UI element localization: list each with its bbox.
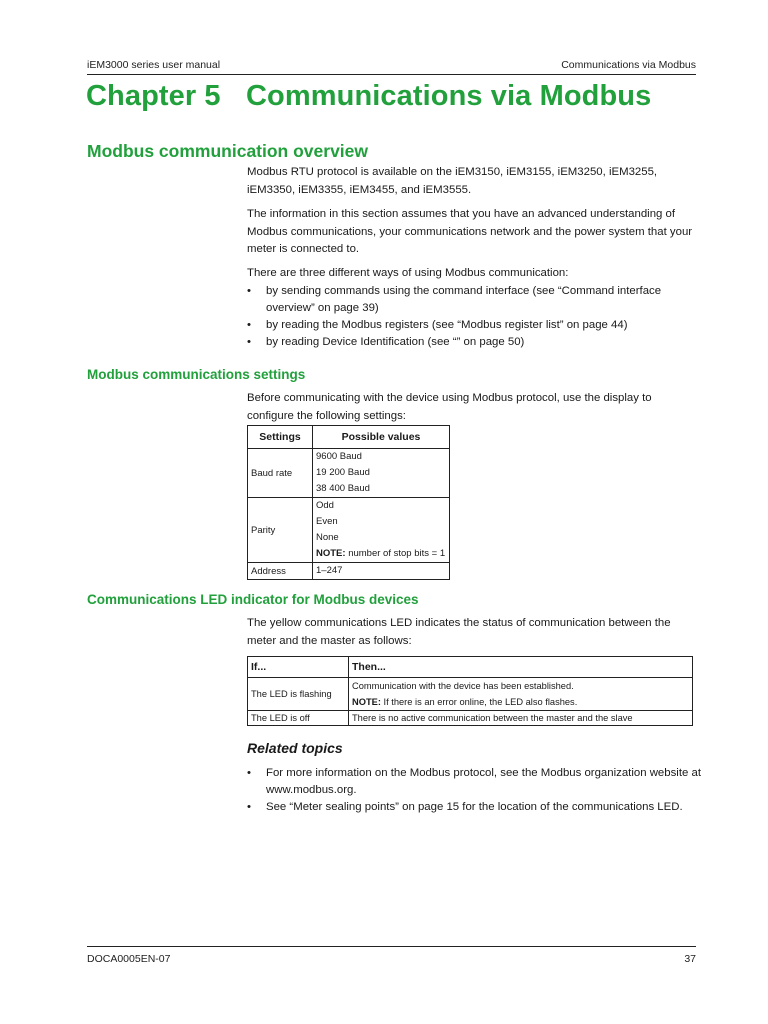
setting-value: Odd [316, 500, 334, 511]
section-heading-led: Communications LED indicator for Modbus devices [87, 592, 419, 607]
overview-para-3: There are three different ways of using Modbus communication: [247, 267, 569, 279]
table-row [248, 711, 693, 726]
setting-value: None [316, 532, 339, 543]
table-row [248, 498, 450, 563]
bullet-dot: • [247, 801, 251, 813]
list-item: • by reading Device Identification (see “” on page 50) [247, 334, 699, 351]
chapter-name: Communications via Modbus [246, 80, 652, 112]
led-table [247, 656, 693, 726]
bullet-dot: • [247, 336, 251, 348]
led-intro: The yellow communications LED indicates the status of communication between the meter and the master as follows: [247, 617, 671, 647]
overview-bullet-list [247, 283, 699, 351]
list-item: • by sending commands using the command interface (see “Command interface overview” on page 39) [247, 285, 662, 314]
chapter-number: Chapter 5 [86, 80, 221, 112]
setting-value: 38 400 Baud [316, 483, 370, 494]
setting-value: 19 200 Baud [316, 467, 370, 478]
led-note: NOTE: If there is an error online, the LED also flashes. [352, 697, 578, 707]
table-header-settings: Settings [248, 426, 313, 449]
settings-table [247, 425, 450, 580]
bullet-dot: • [247, 285, 251, 297]
page-number: 37 [684, 953, 696, 965]
footer-rule [87, 946, 696, 947]
table-header-possible-values: Possible values [313, 426, 450, 449]
settings-intro: Before communicating with the device using Modbus protocol, use the display to configure the following settings: [247, 392, 652, 422]
chapter-title [86, 80, 651, 113]
setting-name: Address [248, 563, 313, 580]
section-heading-overview: Modbus communication overview [87, 141, 369, 161]
table-row [248, 678, 693, 711]
led-result: Communication with the device has been established. [352, 681, 574, 691]
led-condition: The LED is off [248, 711, 349, 726]
header-rule [87, 74, 696, 75]
overview-para-2: The information in this section assumes that you have an advanced understanding of Modbus communications, your communications network and the power system that your meter is connected to. [247, 208, 693, 255]
table-row [248, 563, 450, 580]
overview-para-1: Modbus RTU protocol is available on the iEM3150, iEM3155, iEM3250, iEM3255, iEM3350, iEM3355, iEM3455, and iEM3555. [247, 166, 658, 196]
setting-value: 1–247 [316, 565, 343, 576]
table-header-then: Then... [349, 657, 693, 678]
led-result: There is no active communication between the master and the slave [349, 711, 693, 726]
table-header-if: If... [248, 657, 349, 678]
bullet-dot: • [247, 319, 251, 331]
parity-note: NOTE: number of stop bits = 1 [316, 548, 446, 559]
related-topics-heading: Related topics [247, 740, 343, 756]
section-heading-settings: Modbus communications settings [87, 367, 306, 382]
bullet-dot: • [247, 767, 251, 779]
list-item: • See “Meter sealing points” on page 15 for the location of the communications LED. [247, 799, 702, 816]
running-header-right: Communications via Modbus [561, 59, 696, 71]
table-row [248, 449, 450, 498]
setting-value: Even [316, 516, 338, 527]
running-header-left: iEM3000 series user manual [87, 59, 221, 71]
related-bullet-list [247, 765, 702, 816]
setting-name: Parity [248, 498, 313, 563]
led-condition: The LED is flashing [248, 678, 349, 711]
list-item: • by reading the Modbus registers (see “Modbus register list” on page 44) [247, 317, 699, 334]
setting-name: Baud rate [248, 449, 313, 498]
document-code: DOCA0005EN-07 [87, 953, 171, 965]
list-item: • For more information on the Modbus protocol, see the Modbus organization website at www.modbus.org. [247, 767, 701, 796]
setting-value: 9600 Baud [316, 451, 362, 462]
